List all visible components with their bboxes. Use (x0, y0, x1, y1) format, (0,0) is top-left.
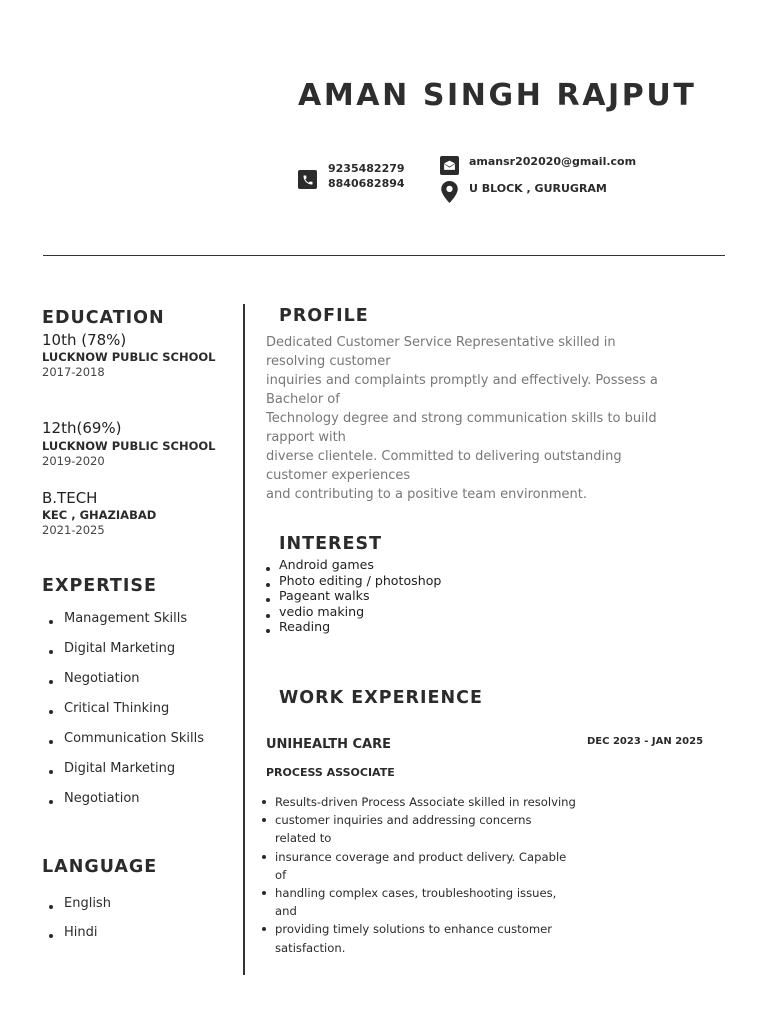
work-description-line: and (275, 904, 297, 919)
expertise-title: EXPERTISE (42, 576, 157, 596)
profile-line: Technology degree and strong communication skills to build (266, 411, 657, 426)
location-pin-icon (440, 181, 459, 203)
interest-title: INTEREST (279, 534, 383, 554)
work-description-line: providing timely solutions to enhance customer (275, 920, 576, 938)
work-description-line: handling complex cases, troubleshooting issues, (275, 884, 576, 902)
language-title: LANGUAGE (42, 857, 158, 877)
phone-number-2: 8840682894 (328, 177, 405, 190)
profile-summary (266, 333, 658, 504)
profile-line: inquiries and complaints promptly and effectively. Possess a (266, 373, 658, 388)
resume-name: AMAN SINGH RAJPUT (298, 78, 697, 113)
expertise-item: Management Skills (42, 611, 204, 641)
education-degree: B.TECH (42, 489, 98, 507)
profile-line: customer experiences (266, 468, 411, 483)
phone-number-1: 9235482279 (328, 162, 405, 175)
interest-item: Reading (279, 619, 441, 635)
interest-item: vedio making (279, 604, 441, 620)
location-text: U BLOCK , GURUGRAM (469, 182, 607, 195)
work-description-line: insurance coverage and product delivery. Capable (275, 848, 576, 866)
language-item: Hindi (42, 925, 111, 954)
work-description-line: related to (275, 831, 332, 846)
expertise-item: Digital Marketing (42, 761, 204, 791)
profile-line: Dedicated Customer Service Representative skilled in (266, 335, 616, 350)
work-description-line: Results-driven Process Associate skilled in resolving (275, 793, 576, 811)
work-description-list (275, 793, 576, 957)
column-divider (243, 304, 245, 975)
mail-icon (440, 156, 459, 175)
profile-line: diverse clientele. Committed to delivering outstanding (266, 449, 622, 464)
interest-list (279, 557, 441, 635)
interest-item: Pageant walks (279, 588, 441, 604)
education-school: LUCKNOW PUBLIC SCHOOL (42, 350, 216, 364)
work-dates: DEC 2023 - JAN 2025 (587, 736, 704, 747)
education-years: 2019-2020 (42, 454, 105, 468)
work-company: UNIHEALTH CARE (266, 737, 391, 752)
education-years: 2021-2025 (42, 523, 105, 537)
work-description-line: satisfaction. (275, 940, 346, 955)
education-degree: 10th (78%) (42, 331, 127, 349)
expertise-list (42, 611, 204, 821)
language-item: English (42, 896, 111, 925)
profile-line: rapport with (266, 430, 346, 445)
expertise-item: Communication Skills (42, 731, 204, 761)
profile-line: and contributing to a positive team environment. (266, 487, 587, 502)
interest-item: Android games (279, 557, 441, 573)
interest-item: Photo editing / photoshop (279, 572, 442, 588)
education-degree: 12th(69%) (42, 419, 122, 437)
education-title: EDUCATION (42, 308, 165, 328)
expertise-item: Critical Thinking (42, 701, 204, 731)
profile-line: resolving customer (266, 354, 391, 369)
education-school: LUCKNOW PUBLIC SCHOOL (42, 439, 216, 453)
profile-title: PROFILE (279, 306, 369, 326)
language-list (42, 896, 111, 954)
education-school: KEC , GHAZIABAD (42, 508, 157, 522)
work-role: PROCESS ASSOCIATE (266, 766, 395, 779)
phone-icon (298, 170, 317, 189)
work-description-line: customer inquiries and addressing concerns (275, 811, 576, 829)
work-experience-title: WORK EXPERIENCE (279, 688, 483, 708)
work-description-line: of (275, 867, 287, 882)
expertise-item: Negotiation (42, 671, 204, 701)
email-address: amansr202020@gmail.com (469, 155, 637, 168)
education-years: 2017-2018 (42, 365, 105, 379)
expertise-item: Negotiation (42, 791, 204, 821)
header-divider (43, 255, 725, 256)
profile-line: Bachelor of (266, 392, 340, 407)
expertise-item: Digital Marketing (42, 641, 204, 671)
